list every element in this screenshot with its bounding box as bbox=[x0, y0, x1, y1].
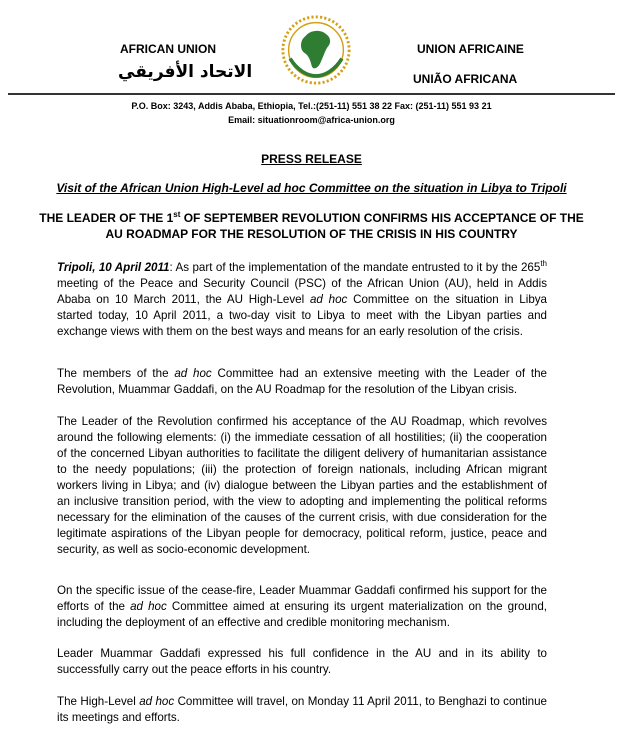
au-emblem-icon bbox=[280, 14, 352, 86]
paragraph-text: The High-Level bbox=[57, 695, 140, 708]
paragraph-4 bbox=[57, 583, 547, 631]
paragraph-text: Committee will travel, on Monday 11 April 2011, to Benghazi to continue its meetings and efforts. bbox=[57, 695, 547, 724]
release-headline bbox=[30, 210, 593, 242]
paragraph-3: The Leader of the Revolution confirmed his acceptance of the AU Roadmap, which revolves around the following elements: (i) the immediate cessation of all hostilities; (ii) the cooperation of the concerned Libyan authorities to facilitate the diligent delivery of humanitarian assistance to the needy populations; (iii) the protection of foreign nationals, including African migrant workers living in Libya; and (iv) dialogue between the Libyan parties and the establishment of an inclusive transition period, with the view to adopting and implementing the political reforms necessary for the elimination of the causes of the current crisis, with due consideration for the legitimate aspirations of the Libyan people for democracy, political reform, justice, peace and security, as well as socio-economic development. bbox=[57, 415, 547, 556]
superscript: th bbox=[540, 259, 547, 269]
italic-term: ad hoc bbox=[174, 367, 212, 380]
paragraph-text: : As part of the implementation of the mandate entrusted to it by the 265 bbox=[169, 261, 541, 274]
italic-term: ad hoc bbox=[309, 293, 348, 306]
paragraph-text: Committee had an extensive meeting with the Leader of the Revolution, Muammar Gaddafi, on the AU Roadmap for the resolution of the Libyan crisis. bbox=[57, 367, 547, 396]
contact-email: Email: situationroom@africa-union.org bbox=[228, 115, 395, 125]
paragraph-5: Leader Muammar Gaddafi expressed his full confidence in the AU and in its ability to successfully carry out the peace efforts in his country. bbox=[57, 647, 547, 676]
italic-term: ad hoc bbox=[130, 600, 167, 613]
org-name-portuguese: UNIÃO AFRICANA bbox=[413, 72, 518, 86]
paragraph-2 bbox=[57, 366, 547, 398]
paragraph-text: Committee on the situation in Libya started today, 10 April 2011, a two-day visit to Libya to meet with the Libyan parties and exchange views with them on the best ways and means for an early resolution of the crisis. bbox=[57, 293, 548, 338]
headline-part: THE LEADER OF THE 1 bbox=[39, 211, 174, 225]
paragraph-text: Committee aimed at ensuring its urgent materialization on the ground, including the deployment of an effective and credible monitoring mechanism. bbox=[57, 600, 548, 629]
press-release-label: PRESS RELEASE bbox=[261, 152, 362, 166]
contact-line: P.O. Box: 3243, Addis Ababa, Ethiopia, Tel.:(251-11) 551 38 22 Fax: (251-11) 551 93 21 bbox=[131, 101, 492, 111]
paragraph-text: On the specific issue of the cease-fire, Leader Muammar Gaddafi confirmed his support for the efforts of the bbox=[57, 584, 547, 613]
paragraph-text: meeting of the Peace and Security Council (PSC) of the African Union (AU), held in Addis Ababa on 10 March 2011, the AU High-Level bbox=[57, 277, 547, 306]
paragraph-1 bbox=[57, 260, 547, 340]
org-name-arabic: الاتحاد الأفريقي bbox=[118, 62, 253, 82]
paragraph-text: The members of the bbox=[57, 367, 175, 380]
paragraph-6 bbox=[57, 694, 547, 726]
headline-part: OF SEPTEMBER REVOLUTION CONFIRMS HIS ACCEPTANCE OF THE AU ROADMAP FOR THE RESOLUTION OF THE CRISIS IN HIS COUNTRY bbox=[105, 211, 584, 241]
italic-term: ad hoc bbox=[139, 695, 175, 708]
org-name-french: UNION AFRICAINE bbox=[417, 42, 524, 56]
release-subtitle: Visit of the African Union High-Level ad hoc Committee on the situation in Libya to Tripoli bbox=[56, 181, 567, 195]
org-name-english: AFRICAN UNION bbox=[120, 42, 216, 56]
letterhead-divider bbox=[8, 93, 615, 95]
headline-superscript: st bbox=[173, 210, 181, 219]
dateline: Tripoli, 10 April 2011 bbox=[57, 261, 170, 274]
